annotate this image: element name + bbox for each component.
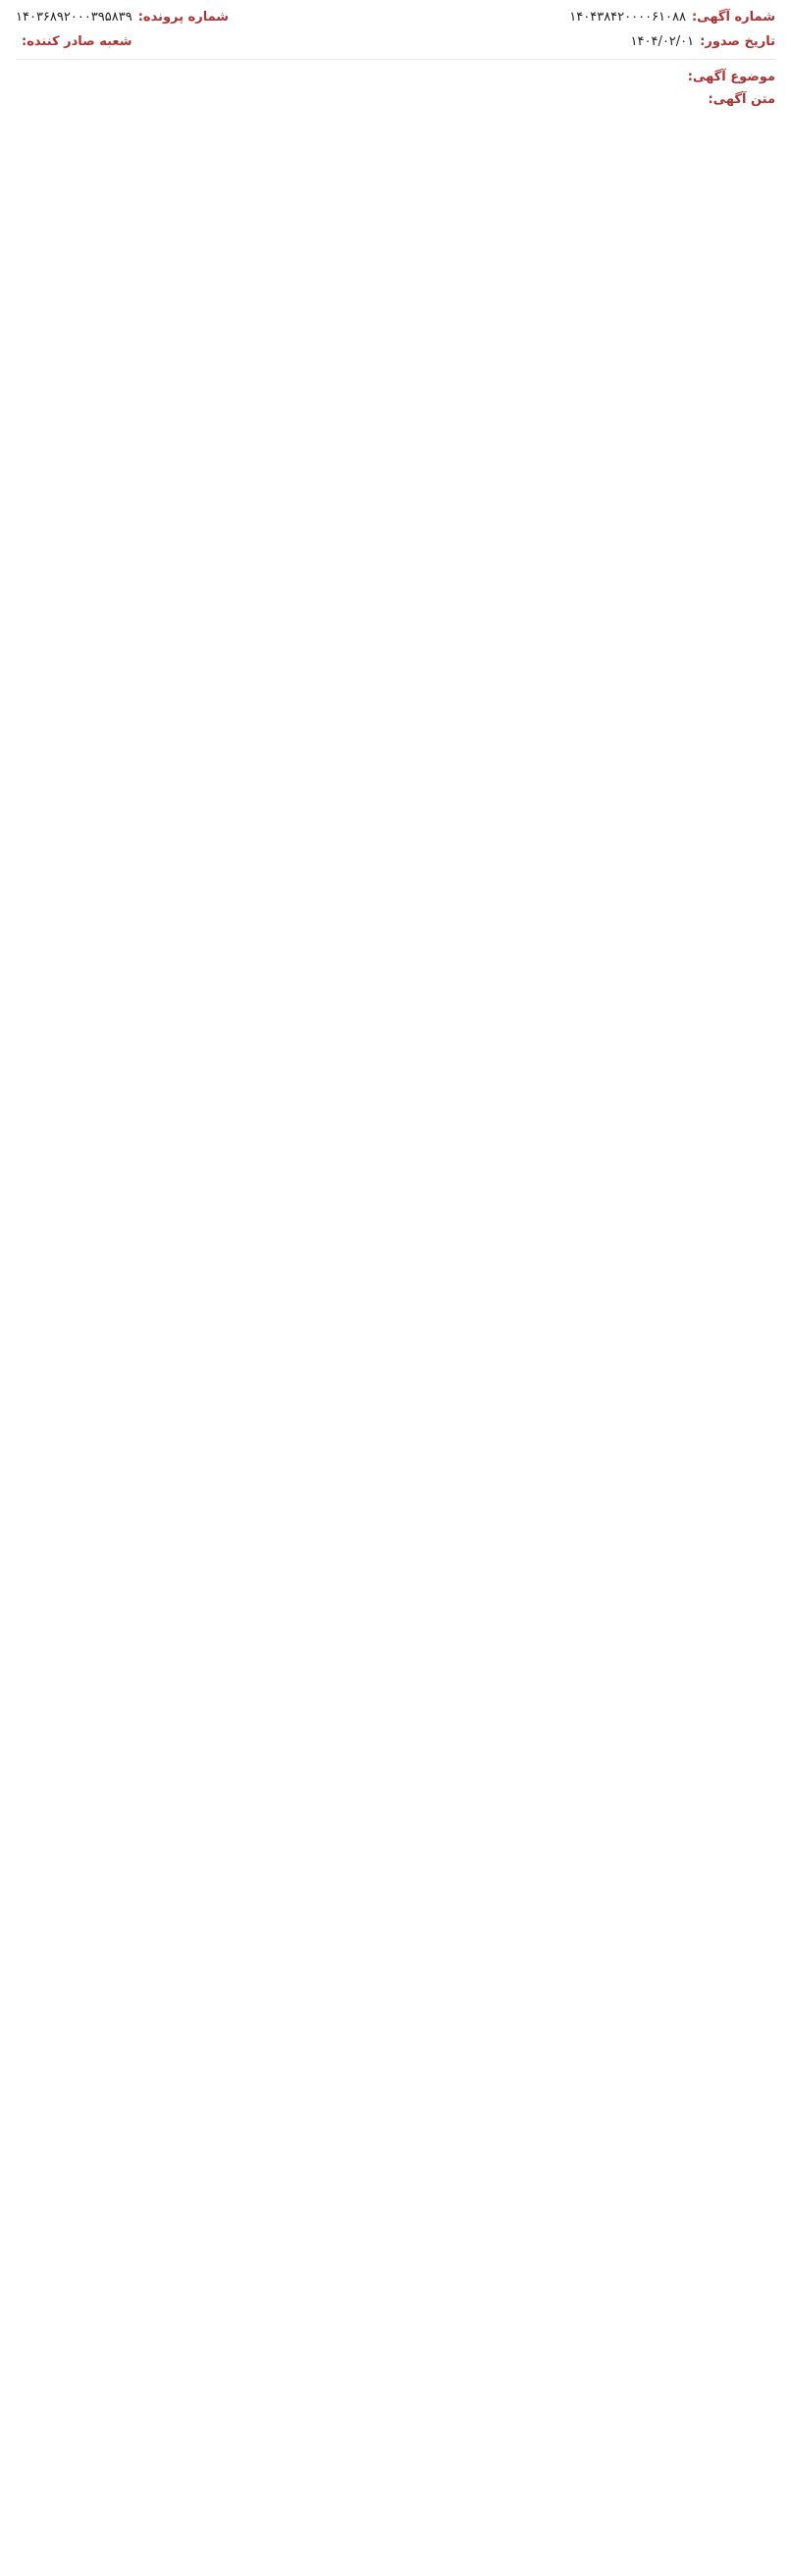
meta-row-1	[16, 10, 775, 25]
issue-date-label: تاریخ صدور:	[700, 34, 775, 49]
file-number-value: ۱۴۰۳۶۸۹۲۰۰۰۳۹۵۸۳۹	[16, 10, 132, 25]
file-number-label: شماره پرونده:	[137, 10, 230, 25]
issue-date-value: ۱۴۰۴/۰۲/۰۱	[630, 34, 695, 49]
notice-number-value: ۱۴۰۴۳۸۴۲۰۰۰۰۶۱۰۸۸	[569, 10, 686, 25]
issue-date	[631, 34, 775, 49]
notice-number	[569, 10, 775, 25]
issuer	[16, 34, 132, 49]
divider	[16, 59, 775, 60]
notice-subject	[16, 70, 775, 84]
issuer-label: شعبه صادر کننده:	[22, 34, 132, 49]
notice-number-label: شماره آگهی:	[691, 10, 775, 25]
notice-intro	[16, 92, 775, 107]
meta-row-2	[16, 34, 775, 49]
notice-subject-label: موضوع آگهی:	[687, 70, 775, 84]
file-number	[16, 10, 229, 25]
notice-intro-label: متن آگهی:	[708, 92, 775, 107]
